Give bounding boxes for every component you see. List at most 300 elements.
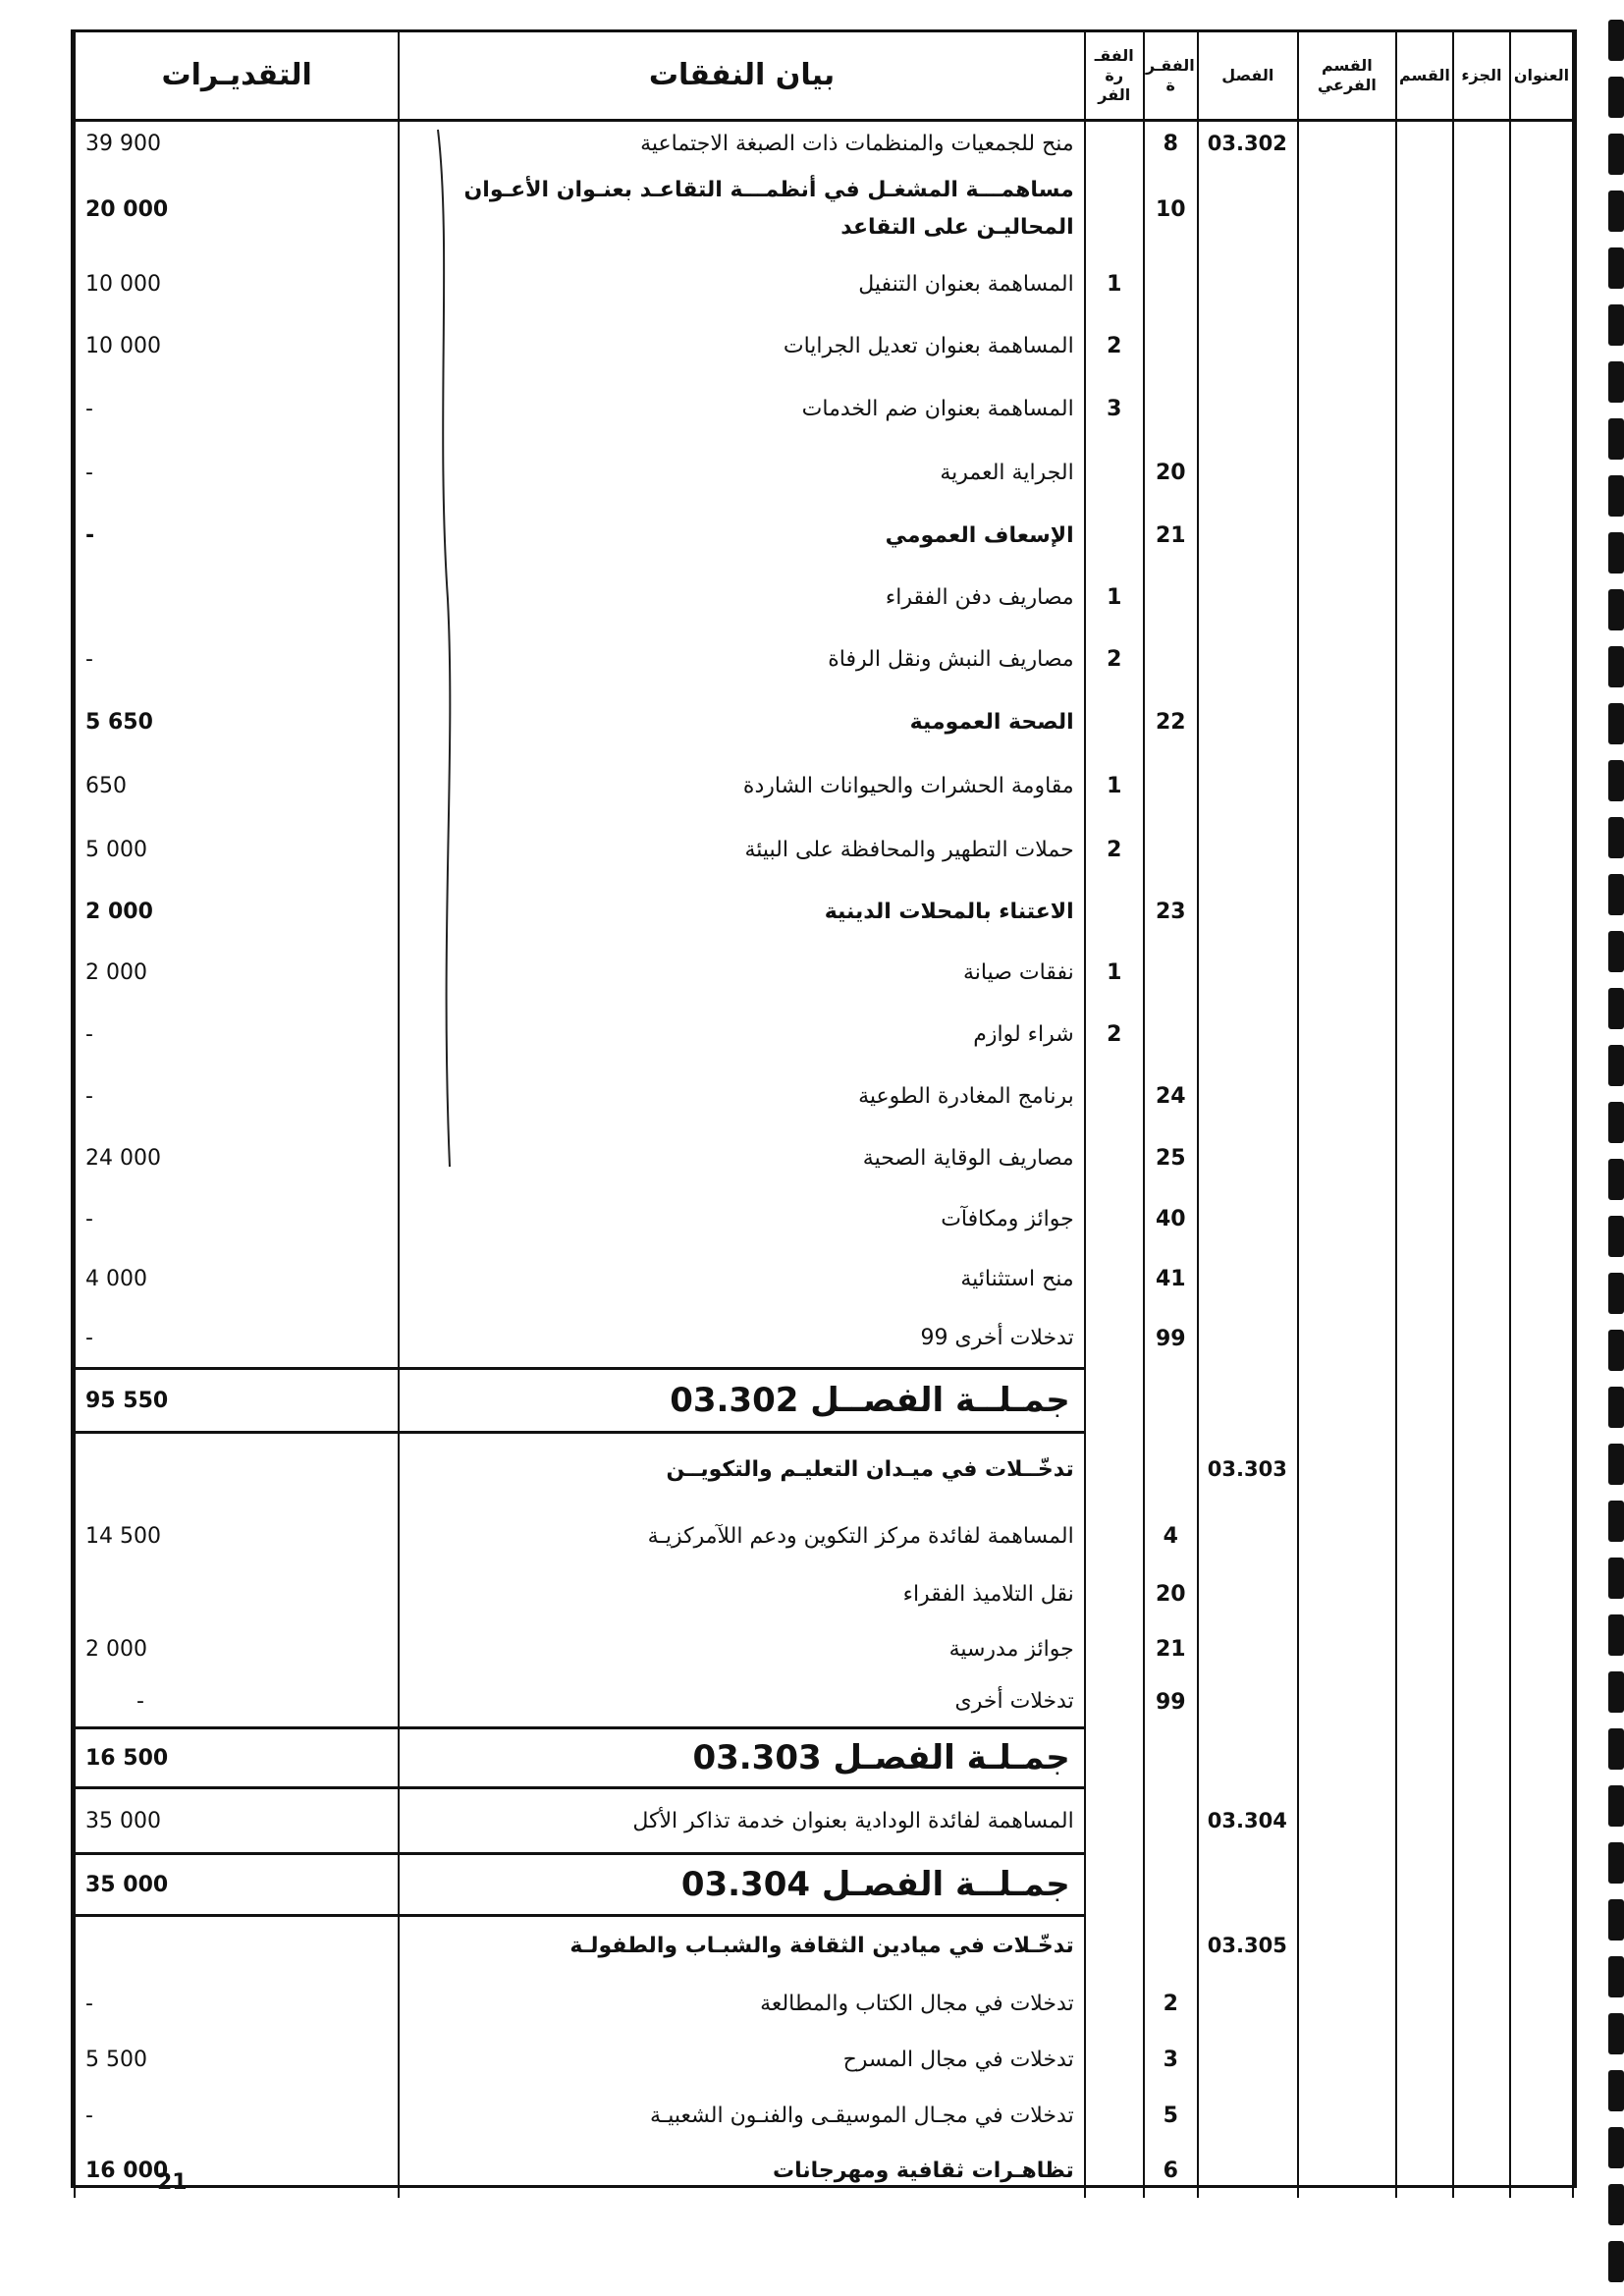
estimate-cell: 35 000 xyxy=(75,1854,399,1916)
unwan-cell xyxy=(1510,1676,1573,1728)
qism-fari-cell xyxy=(1298,315,1396,377)
sub-article-cell: 3 xyxy=(1085,377,1144,441)
description-cell: جمـلــة الفصـل 03.304 xyxy=(399,1854,1084,1916)
chapter-cell xyxy=(1198,377,1298,441)
estimate-cell: 5 500 xyxy=(75,2032,399,2088)
article-cell xyxy=(1144,942,1198,1004)
binding-hole xyxy=(1608,1899,1624,1941)
qism-fari-cell xyxy=(1298,629,1396,690)
chapter-cell xyxy=(1198,1127,1298,1189)
article-cell: 21 xyxy=(1144,505,1198,567)
description-cell: جمـلــة الفصــل 03.302 xyxy=(399,1369,1084,1433)
chapter-cell xyxy=(1198,2032,1298,2088)
qism-cell xyxy=(1396,1854,1453,1916)
juz-cell xyxy=(1453,1004,1510,1066)
description-cell: مصاريف الوقاية الصحية xyxy=(399,1127,1084,1189)
unwan-cell xyxy=(1510,1506,1573,1566)
juz-cell xyxy=(1453,1249,1510,1309)
description-cell: برنامج المغادرة الطوعية xyxy=(399,1066,1084,1127)
table-row xyxy=(75,1249,1573,1309)
juz-cell xyxy=(1453,1127,1510,1189)
description-cell: مصاريف النبش ونقل الرفاة xyxy=(399,629,1084,690)
chapter-cell xyxy=(1198,253,1298,315)
juz-cell xyxy=(1453,1676,1510,1728)
estimate-cell xyxy=(75,567,399,629)
estimate-cell: 650 xyxy=(75,754,399,818)
article-cell: 5 xyxy=(1144,2088,1198,2144)
description-cell: الجراية العمرية xyxy=(399,441,1084,505)
unwan-cell xyxy=(1510,1566,1573,1622)
table-row xyxy=(75,505,1573,567)
description-cell: تدخلات في مجال المسرح xyxy=(399,2032,1084,2088)
qism-cell xyxy=(1396,1676,1453,1728)
juz-cell xyxy=(1453,1916,1510,1976)
unwan-cell xyxy=(1510,2032,1573,2088)
sub-article-cell xyxy=(1085,1566,1144,1622)
qism-cell xyxy=(1396,377,1453,441)
qism-fari-cell xyxy=(1298,942,1396,1004)
total-row xyxy=(75,1728,1573,1788)
qism-cell xyxy=(1396,942,1453,1004)
juz-cell xyxy=(1453,166,1510,253)
binding-hole xyxy=(1608,1216,1624,1257)
header-juz: الجزء xyxy=(1453,32,1510,121)
qism-fari-cell xyxy=(1298,690,1396,754)
qism-fari-cell xyxy=(1298,1976,1396,2032)
table-row xyxy=(75,1506,1573,1566)
qism-cell xyxy=(1396,505,1453,567)
unwan-cell xyxy=(1510,377,1573,441)
chapter-cell: 03.305 xyxy=(1198,1916,1298,1976)
qism-fari-cell xyxy=(1298,1189,1396,1249)
qism-cell xyxy=(1396,882,1453,942)
binding-hole xyxy=(1608,646,1624,687)
qism-fari-cell xyxy=(1298,1506,1396,1566)
sub-article-cell: 1 xyxy=(1085,754,1144,818)
table-row xyxy=(75,315,1573,377)
unwan-cell xyxy=(1510,1189,1573,1249)
sub-article-cell xyxy=(1085,2088,1144,2144)
juz-cell xyxy=(1453,1309,1510,1369)
estimate-cell: - xyxy=(75,1309,399,1369)
juz-cell xyxy=(1453,377,1510,441)
chapter-cell xyxy=(1198,441,1298,505)
sub-article-cell xyxy=(1085,1506,1144,1566)
unwan-cell xyxy=(1510,505,1573,567)
juz-cell xyxy=(1453,1788,1510,1854)
qism-cell xyxy=(1396,2144,1453,2198)
binding-hole xyxy=(1608,817,1624,858)
chapter-cell xyxy=(1198,1976,1298,2032)
description-cell: الاعتناء بالمحلات الدينية xyxy=(399,882,1084,942)
estimate-cell: 16 000 xyxy=(75,2144,399,2198)
description-cell: جمـلـة الفصـل 03.303 xyxy=(399,1728,1084,1788)
binding-hole xyxy=(1608,1785,1624,1827)
unwan-cell xyxy=(1510,166,1573,253)
article-cell: 23 xyxy=(1144,882,1198,942)
qism-cell xyxy=(1396,1728,1453,1788)
description-cell: جوائز مدرسية xyxy=(399,1622,1084,1676)
juz-cell xyxy=(1453,1622,1510,1676)
estimate-cell: - xyxy=(75,1066,399,1127)
chapter-cell xyxy=(1198,882,1298,942)
binding-hole xyxy=(1608,1614,1624,1656)
qism-cell xyxy=(1396,2088,1453,2144)
qism-cell xyxy=(1396,1189,1453,1249)
binding-hole xyxy=(1608,134,1624,175)
binding-hole xyxy=(1608,931,1624,972)
chapter-cell xyxy=(1198,1369,1298,1433)
header-description: بيان النفقات xyxy=(399,32,1084,121)
table-row xyxy=(75,1004,1573,1066)
juz-cell xyxy=(1453,253,1510,315)
table-row xyxy=(75,2088,1573,2144)
article-cell xyxy=(1144,754,1198,818)
sub-article-cell xyxy=(1085,1369,1144,1433)
unwan-cell xyxy=(1510,942,1573,1004)
sub-article-cell xyxy=(1085,1916,1144,1976)
binding-hole xyxy=(1608,1501,1624,1542)
qism-fari-cell xyxy=(1298,1127,1396,1189)
qism-fari-cell xyxy=(1298,2032,1396,2088)
qism-fari-cell xyxy=(1298,166,1396,253)
estimate-cell: 95 550 xyxy=(75,1369,399,1433)
description-cell: المساهمة بعنوان تعديل الجرايات xyxy=(399,315,1084,377)
chapter-cell xyxy=(1198,2088,1298,2144)
table-row xyxy=(75,441,1573,505)
article-cell: 6 xyxy=(1144,2144,1198,2198)
qism-fari-cell xyxy=(1298,567,1396,629)
article-cell xyxy=(1144,818,1198,882)
binding-hole xyxy=(1608,2127,1624,2168)
chapter-cell xyxy=(1198,942,1298,1004)
sub-article-cell xyxy=(1085,441,1144,505)
binding-hole xyxy=(1608,874,1624,915)
article-cell: 8 xyxy=(1144,121,1198,166)
estimate-cell: 10 000 xyxy=(75,315,399,377)
unwan-cell xyxy=(1510,629,1573,690)
table-row xyxy=(75,121,1573,166)
chapter-cell xyxy=(1198,1189,1298,1249)
total-row xyxy=(75,1854,1573,1916)
estimate-cell: 16 500 xyxy=(75,1728,399,1788)
juz-cell xyxy=(1453,1976,1510,2032)
unwan-cell xyxy=(1510,818,1573,882)
qism-fari-cell xyxy=(1298,2088,1396,2144)
juz-cell xyxy=(1453,882,1510,942)
binding-hole xyxy=(1608,361,1624,403)
chapter-cell xyxy=(1198,1309,1298,1369)
sub-article-cell xyxy=(1085,1676,1144,1728)
header-qism: القسم xyxy=(1396,32,1453,121)
qism-fari-cell xyxy=(1298,1004,1396,1066)
qism-fari-cell xyxy=(1298,1916,1396,1976)
description-cell: منح للجمعيات والمنظمات ذات الصبغة الاجتماعية xyxy=(399,121,1084,166)
estimate-cell: - xyxy=(75,629,399,690)
qism-fari-cell xyxy=(1298,1066,1396,1127)
chapter-cell xyxy=(1198,2144,1298,2198)
qism-cell xyxy=(1396,1309,1453,1369)
unwan-cell xyxy=(1510,882,1573,942)
qism-cell xyxy=(1396,441,1453,505)
qism-fari-cell xyxy=(1298,1566,1396,1622)
qism-fari-cell xyxy=(1298,1369,1396,1433)
article-cell xyxy=(1144,567,1198,629)
binding-hole xyxy=(1608,2184,1624,2225)
article-cell: 41 xyxy=(1144,1249,1198,1309)
qism-cell xyxy=(1396,1127,1453,1189)
estimate-cell: - xyxy=(75,2088,399,2144)
unwan-cell xyxy=(1510,1976,1573,2032)
header-unwan: العنوان xyxy=(1510,32,1573,121)
binding-hole xyxy=(1608,2241,1624,2282)
unwan-cell xyxy=(1510,1854,1573,1916)
description-cell: مقاومة الحشرات والحيوانات الشاردة xyxy=(399,754,1084,818)
table-row xyxy=(75,1433,1573,1506)
table-row xyxy=(75,690,1573,754)
qism-cell xyxy=(1396,567,1453,629)
table-row xyxy=(75,1788,1573,1854)
table-row xyxy=(75,1127,1573,1189)
juz-cell xyxy=(1453,315,1510,377)
article-cell xyxy=(1144,1433,1198,1506)
description-cell: مساهمـــة المشغـل في أنظمـــة التقاعـد بعنـوان الأعـوان المحاليـن على التقاعد xyxy=(399,166,1084,253)
table-row xyxy=(75,377,1573,441)
binding-hole xyxy=(1608,1558,1624,1599)
article-cell: 20 xyxy=(1144,1566,1198,1622)
qism-fari-cell xyxy=(1298,1676,1396,1728)
article-cell xyxy=(1144,1369,1198,1433)
binding-hole xyxy=(1608,304,1624,346)
description-cell: المساهمة لفائدة الودادية بعنوان خدمة تذاكر الأكل xyxy=(399,1788,1084,1854)
juz-cell xyxy=(1453,1854,1510,1916)
article-cell: 10 xyxy=(1144,166,1198,253)
qism-cell xyxy=(1396,818,1453,882)
qism-cell xyxy=(1396,253,1453,315)
juz-cell xyxy=(1453,754,1510,818)
chapter-cell xyxy=(1198,1854,1298,1916)
chapter-cell xyxy=(1198,1066,1298,1127)
sub-article-cell xyxy=(1085,1728,1144,1788)
qism-fari-cell xyxy=(1298,818,1396,882)
description-cell: المساهمة بعنوان التنفيل xyxy=(399,253,1084,315)
unwan-cell xyxy=(1510,690,1573,754)
estimate-cell: 2 000 xyxy=(75,1622,399,1676)
table-row xyxy=(75,2144,1573,2198)
table-row xyxy=(75,567,1573,629)
binding-hole xyxy=(1608,2070,1624,2111)
estimate-cell: 14 500 xyxy=(75,1506,399,1566)
article-cell: 40 xyxy=(1144,1189,1198,1249)
juz-cell xyxy=(1453,1189,1510,1249)
chapter-cell xyxy=(1198,1676,1298,1728)
header-qism-fari: القسم الفرعي xyxy=(1298,32,1396,121)
description-cell: تدخّــلات في ميـدان التعليـم والتكويــن xyxy=(399,1433,1084,1506)
page-number: 21 xyxy=(157,2170,188,2195)
estimate-cell: 5 000 xyxy=(75,818,399,882)
binding-hole xyxy=(1608,1444,1624,1485)
juz-cell xyxy=(1453,942,1510,1004)
juz-cell xyxy=(1453,1369,1510,1433)
sub-article-cell xyxy=(1085,1249,1144,1309)
binding-hole xyxy=(1608,1956,1624,1997)
sub-article-cell xyxy=(1085,1189,1144,1249)
estimate-cell: 39 900 xyxy=(75,121,399,166)
table-row xyxy=(75,1622,1573,1676)
chapter-cell xyxy=(1198,629,1298,690)
chapter-cell xyxy=(1198,690,1298,754)
chapter-cell: 03.303 xyxy=(1198,1433,1298,1506)
table-row xyxy=(75,2032,1573,2088)
qism-fari-cell xyxy=(1298,1433,1396,1506)
unwan-cell xyxy=(1510,1066,1573,1127)
unwan-cell xyxy=(1510,253,1573,315)
article-cell: 99 xyxy=(1144,1309,1198,1369)
estimate-cell: 10 000 xyxy=(75,253,399,315)
description-cell: حملات التطهير والمحافظة على البيئة xyxy=(399,818,1084,882)
table-row xyxy=(75,1916,1573,1976)
qism-fari-cell xyxy=(1298,1854,1396,1916)
qism-fari-cell xyxy=(1298,1622,1396,1676)
table-row xyxy=(75,166,1573,253)
qism-cell xyxy=(1396,1506,1453,1566)
sub-article-cell xyxy=(1085,121,1144,166)
qism-cell xyxy=(1396,1004,1453,1066)
sub-article-cell xyxy=(1085,1433,1144,1506)
table-row xyxy=(75,629,1573,690)
qism-fari-cell xyxy=(1298,121,1396,166)
article-cell xyxy=(1144,1916,1198,1976)
estimate-cell xyxy=(75,1566,399,1622)
chapter-cell: 03.304 xyxy=(1198,1788,1298,1854)
estimate-cell: 4 000 xyxy=(75,1249,399,1309)
table-row xyxy=(75,942,1573,1004)
sub-article-cell: 1 xyxy=(1085,567,1144,629)
binding-hole xyxy=(1608,475,1624,517)
estimate-cell: 24 000 xyxy=(75,1127,399,1189)
binding-hole xyxy=(1608,1273,1624,1314)
sub-article-cell xyxy=(1085,505,1144,567)
article-cell xyxy=(1144,1004,1198,1066)
juz-cell xyxy=(1453,2088,1510,2144)
unwan-cell xyxy=(1510,567,1573,629)
article-cell: 25 xyxy=(1144,1127,1198,1189)
sub-article-cell xyxy=(1085,690,1144,754)
budget-table xyxy=(74,32,1574,2198)
sub-article-cell xyxy=(1085,1309,1144,1369)
header-fuqaira: الفقـ رة الفر xyxy=(1085,32,1144,121)
binding-hole xyxy=(1608,703,1624,744)
binding-hole xyxy=(1608,988,1624,1029)
header-fasl: الفصل xyxy=(1198,32,1298,121)
article-cell: 3 xyxy=(1144,2032,1198,2088)
binding-hole xyxy=(1608,589,1624,630)
estimate-cell: - xyxy=(75,1976,399,2032)
chapter-cell xyxy=(1198,1004,1298,1066)
qism-cell xyxy=(1396,2032,1453,2088)
qism-cell xyxy=(1396,121,1453,166)
qism-fari-cell xyxy=(1298,377,1396,441)
juz-cell xyxy=(1453,818,1510,882)
sub-article-cell xyxy=(1085,166,1144,253)
article-cell xyxy=(1144,1854,1198,1916)
article-cell: 99 xyxy=(1144,1676,1198,1728)
unwan-cell xyxy=(1510,1369,1573,1433)
chapter-cell xyxy=(1198,1506,1298,1566)
qism-fari-cell xyxy=(1298,505,1396,567)
sub-article-cell: 1 xyxy=(1085,253,1144,315)
qism-fari-cell xyxy=(1298,441,1396,505)
unwan-cell xyxy=(1510,1728,1573,1788)
binding-hole xyxy=(1608,1842,1624,1884)
unwan-cell xyxy=(1510,121,1573,166)
budget-page xyxy=(71,29,1577,2188)
sub-article-cell: 1 xyxy=(1085,942,1144,1004)
binding-hole xyxy=(1608,1102,1624,1143)
article-cell xyxy=(1144,253,1198,315)
qism-cell xyxy=(1396,629,1453,690)
sub-article-cell xyxy=(1085,882,1144,942)
qism-cell xyxy=(1396,1916,1453,1976)
estimate-cell xyxy=(75,1433,399,1506)
juz-cell xyxy=(1453,121,1510,166)
unwan-cell xyxy=(1510,1004,1573,1066)
unwan-cell xyxy=(1510,315,1573,377)
estimate-cell: 35 000 xyxy=(75,1788,399,1854)
description-cell: المساهمة بعنوان ضم الخدمات xyxy=(399,377,1084,441)
description-cell: نقل التلاميذ الفقراء xyxy=(399,1566,1084,1622)
description-cell: منح استثنائية xyxy=(399,1249,1084,1309)
table-row xyxy=(75,1066,1573,1127)
unwan-cell xyxy=(1510,754,1573,818)
qism-fari-cell xyxy=(1298,1309,1396,1369)
description-cell: مصاريف دفن الفقراء xyxy=(399,567,1084,629)
sub-article-cell xyxy=(1085,1622,1144,1676)
chapter-cell xyxy=(1198,1728,1298,1788)
chapter-cell xyxy=(1198,754,1298,818)
article-cell xyxy=(1144,629,1198,690)
juz-cell xyxy=(1453,690,1510,754)
binding-hole xyxy=(1608,1159,1624,1200)
estimate-cell: 5 650 xyxy=(75,690,399,754)
juz-cell xyxy=(1453,567,1510,629)
chapter-cell xyxy=(1198,166,1298,253)
binding-hole xyxy=(1608,77,1624,118)
juz-cell xyxy=(1453,2144,1510,2198)
header-estimates: التقديـرات xyxy=(75,32,399,121)
description-cell: تدخّـلات في ميادين الثقافة والشبـاب والطفولـة xyxy=(399,1916,1084,1976)
sub-article-cell xyxy=(1085,1976,1144,2032)
qism-cell xyxy=(1396,1066,1453,1127)
pen-mark xyxy=(430,128,469,1169)
sub-article-cell: 2 xyxy=(1085,629,1144,690)
juz-cell xyxy=(1453,441,1510,505)
table-row xyxy=(75,818,1573,882)
table-row xyxy=(75,1676,1573,1728)
qism-cell xyxy=(1396,1249,1453,1309)
qism-fari-cell xyxy=(1298,2144,1396,2198)
binding-hole xyxy=(1608,247,1624,289)
article-cell xyxy=(1144,377,1198,441)
description-cell: نفقات صيانة xyxy=(399,942,1084,1004)
sub-article-cell xyxy=(1085,2032,1144,2088)
unwan-cell xyxy=(1510,2144,1573,2198)
binding-hole xyxy=(1608,418,1624,460)
binding-hole xyxy=(1608,20,1624,61)
description-cell: الصحة العمومية xyxy=(399,690,1084,754)
estimate-cell: - xyxy=(75,377,399,441)
juz-cell xyxy=(1453,1066,1510,1127)
